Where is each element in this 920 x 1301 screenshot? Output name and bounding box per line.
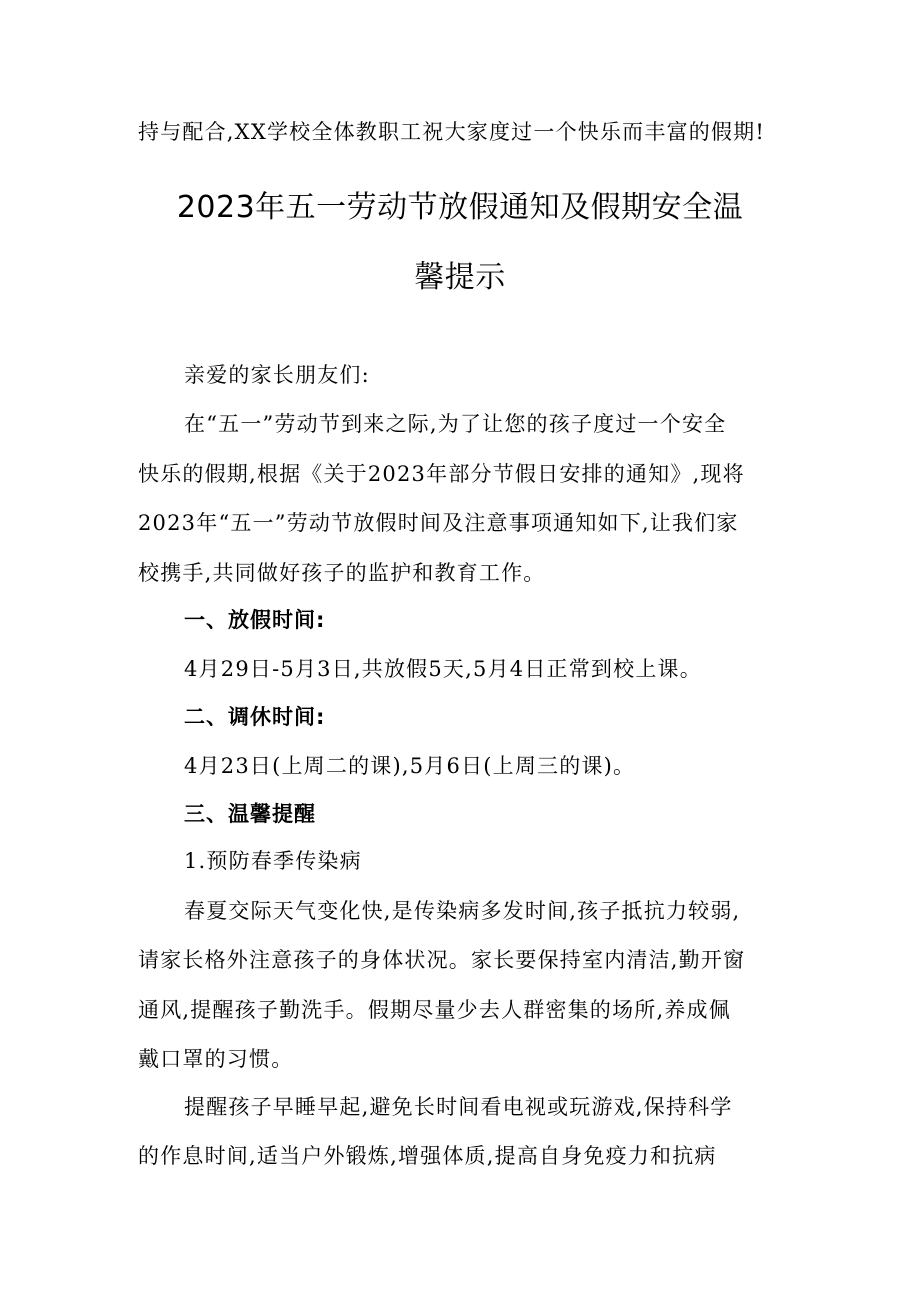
intro-line: 快乐的假期,根据《关于2023年部分节假日安排的通知》,现将 [138,462,745,486]
paragraph-line: 春夏交际天气变化快,是传染病多发时间,孩子抵抗力较弱, [184,899,741,923]
document-title-line-2: 馨提示 [414,260,506,295]
previous-closing-line: 持与配合,XX学校全体教职工祝大家度过一个快乐而丰富的假期! [138,120,766,144]
holiday-time-text: 4月29日-5月3日,共放假5天,5月4日正常到校上课。 [184,657,702,681]
section-heading-holiday-time: 一、放假时间: [184,608,326,632]
makeup-time-text: 4月23日(上周二的课),5月6日(上周三的课)。 [184,754,636,778]
section-heading-reminders: 三、温馨提醒 [184,802,316,826]
paragraph-line: 提醒孩子早睡早起,避免长时间看电视或玩游戏,保持科学 [184,1095,733,1119]
greeting: 亲爱的家长朋友们: [184,363,370,387]
paragraph-line: 通风,提醒孩子勤洗手。假期尽量少去人群密集的场所,养成佩 [138,998,731,1022]
intro-line: 2023年“五一”劳动节放假时间及注意事项通知如下,让我们家 [138,511,739,535]
paragraph-line: 的作息时间,适当户外锻炼,增强体质,提高自身免疫力和抗病 [138,1144,717,1168]
subsection-heading-infectious-disease: 1.预防春季传染病 [184,849,362,873]
paragraph-line: 戴口罩的习惯。 [138,1047,294,1071]
document-title-line-1: 2023年五一劳动节放假通知及假期安全温 [176,190,744,225]
intro-line: 校携手,共同做好孩子的监护和教育工作。 [138,561,546,585]
paragraph-line: 请家长格外注意孩子的身体状况。家长要保持室内清洁,勤开窗 [138,948,746,972]
section-heading-makeup-time: 二、调休时间: [184,705,326,729]
intro-line: 在“五一”劳动节到来之际,为了让您的孩子度过一个安全 [184,412,727,436]
